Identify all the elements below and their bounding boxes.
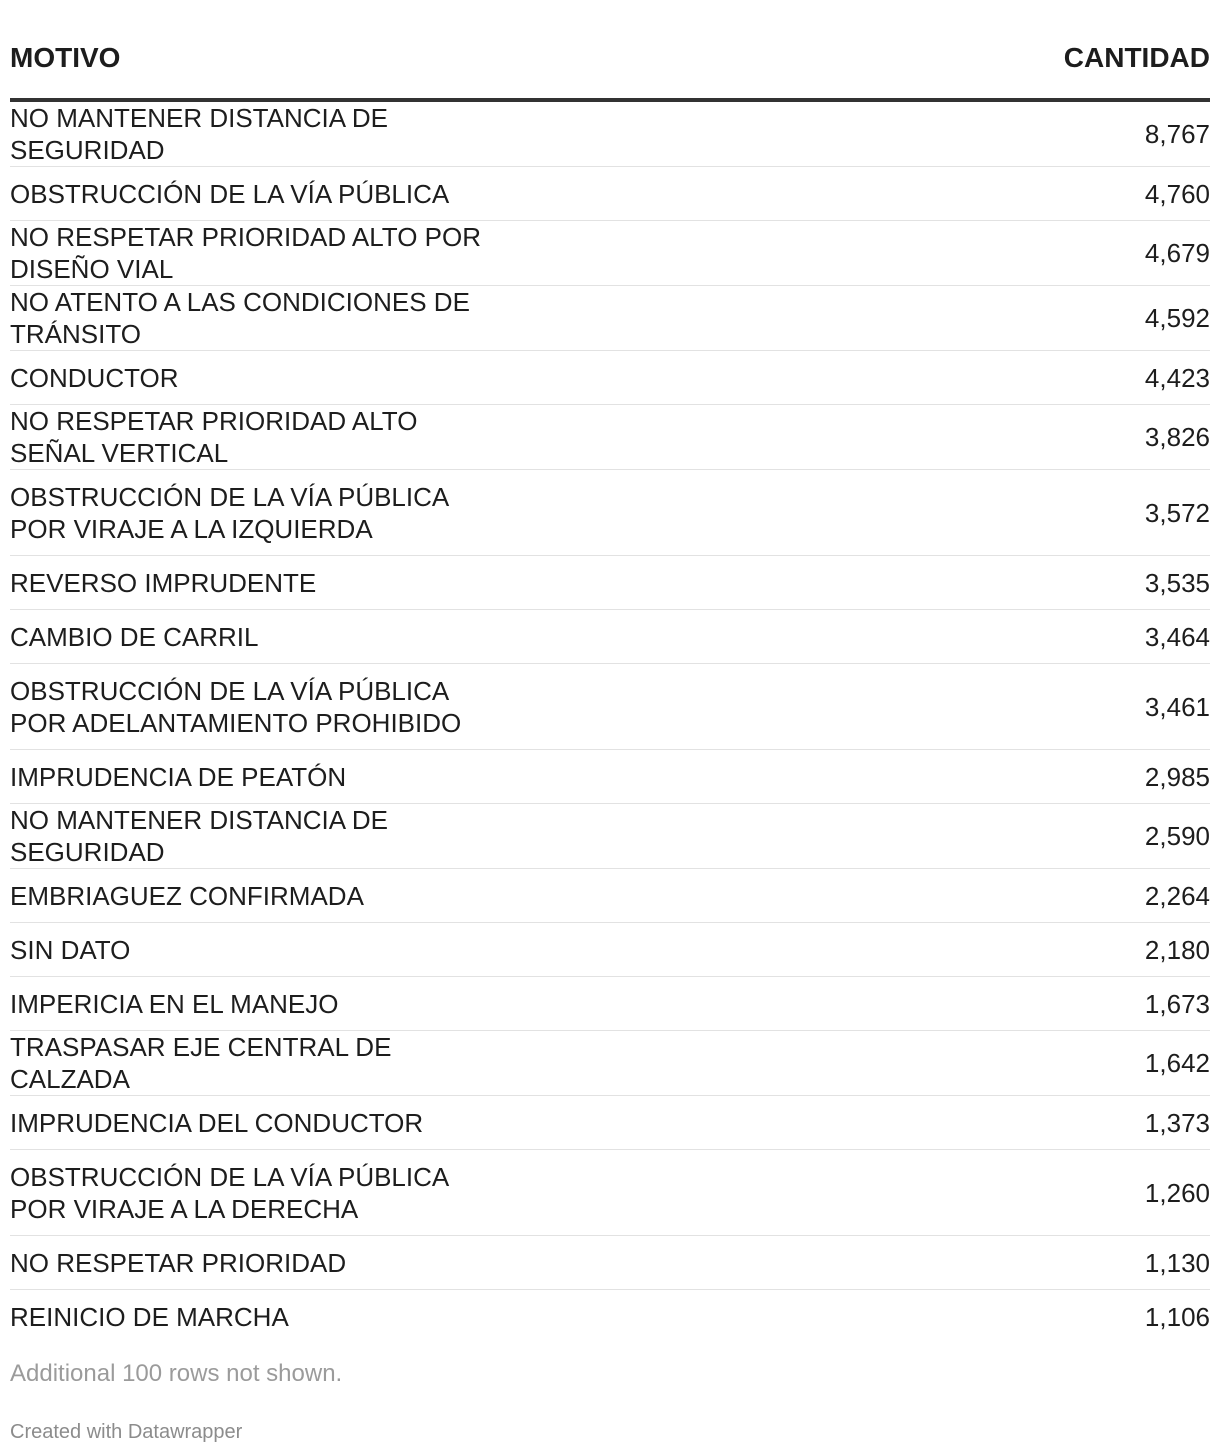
cell-motivo: TRASPASAR EJE CENTRAL DE CALZADA	[10, 1031, 1010, 1096]
cell-motivo: NO RESPETAR PRIORIDAD ALTO POR DISEÑO VIAL	[10, 221, 1010, 286]
cell-cantidad: 2,590	[1010, 804, 1210, 869]
column-header-cantidad[interactable]: CANTIDAD	[1010, 42, 1210, 100]
cell-motivo: EMBRIAGUEZ CONFIRMADA	[10, 869, 1010, 923]
cell-motivo: IMPERICIA EN EL MANEJO	[10, 977, 1010, 1031]
cell-cantidad: 3,826	[1010, 405, 1210, 470]
cell-motivo: NO ATENTO A LAS CONDICIONES DE TRÁNSITO	[10, 286, 1010, 351]
cell-cantidad: 4,423	[1010, 351, 1210, 405]
cell-cantidad: 1,373	[1010, 1096, 1210, 1150]
cell-cantidad: 1,673	[1010, 977, 1210, 1031]
table-row	[10, 804, 1210, 869]
cell-cantidad: 2,180	[1010, 923, 1210, 977]
table-row	[10, 869, 1210, 923]
table-row	[10, 1031, 1210, 1096]
table-row	[10, 405, 1210, 470]
table-row	[10, 167, 1210, 221]
table-row	[10, 1096, 1210, 1150]
cell-cantidad: 1,130	[1010, 1236, 1210, 1290]
cell-motivo: NO RESPETAR PRIORIDAD ALTO SEÑAL VERTICAL	[10, 405, 1010, 470]
table-body	[10, 100, 1210, 1344]
cell-motivo: CONDUCTOR	[10, 351, 1010, 405]
cell-motivo: SIN DATO	[10, 923, 1010, 977]
cell-cantidad: 2,264	[1010, 869, 1210, 923]
cell-cantidad: 4,592	[1010, 286, 1210, 351]
cell-motivo: IMPRUDENCIA DEL CONDUCTOR	[10, 1096, 1010, 1150]
table-row	[10, 100, 1210, 167]
cell-motivo: OBSTRUCCIÓN DE LA VÍA PÚBLICA	[10, 167, 1010, 221]
table-row	[10, 1290, 1210, 1344]
table-row	[10, 923, 1210, 977]
table-row	[10, 1150, 1210, 1236]
header-row	[10, 42, 1210, 100]
table-row	[10, 977, 1210, 1031]
cell-motivo: OBSTRUCCIÓN DE LA VÍA PÚBLICA POR VIRAJE A LA IZQUIERDA	[10, 470, 1010, 556]
cell-cantidad: 3,461	[1010, 664, 1210, 750]
cell-motivo: NO RESPETAR PRIORIDAD	[10, 1236, 1010, 1290]
table-row	[10, 470, 1210, 556]
cell-motivo: REINICIO DE MARCHA	[10, 1301, 289, 1332]
table-row	[10, 556, 1210, 610]
cell-cantidad: 3,535	[1010, 556, 1210, 610]
motivos-table	[10, 42, 1210, 1344]
table-row	[10, 221, 1210, 286]
table-row	[10, 1236, 1210, 1290]
table-row	[10, 351, 1210, 405]
additional-rows-note: Additional 100 rows not shown.	[10, 1359, 343, 1387]
cell-cantidad: 4,679	[1010, 221, 1210, 286]
column-header-motivo[interactable]: MOTIVO	[10, 42, 1010, 100]
cell-cantidad: 1,106	[1144, 1301, 1210, 1332]
cell-cantidad: 8,767	[1010, 100, 1210, 167]
table-row	[10, 750, 1210, 804]
cell-cantidad: 3,464	[1010, 610, 1210, 664]
cell-motivo: OBSTRUCCIÓN DE LA VÍA PÚBLICA POR VIRAJE A LA DERECHA	[10, 1150, 1010, 1236]
table-row	[10, 286, 1210, 351]
datawrapper-table	[10, 0, 1210, 1444]
cell-motivo: REVERSO IMPRUDENTE	[10, 556, 1010, 610]
table-row	[10, 610, 1210, 664]
cell-motivo: OBSTRUCCIÓN DE LA VÍA PÚBLICA POR ADELANTAMIENTO PROHIBIDO	[10, 664, 1010, 750]
cell-motivo: IMPRUDENCIA DE PEATÓN	[10, 750, 1010, 804]
cell-cantidad: 1,260	[1010, 1150, 1210, 1236]
table-row	[10, 664, 1210, 750]
cell-cantidad: 1,642	[1010, 1031, 1210, 1096]
cell-cantidad: 4,760	[1010, 167, 1210, 221]
cell-motivo: NO MANTENER DISTANCIA DE SEGURIDAD	[10, 100, 1010, 167]
cell-motivo: CAMBIO DE CARRIL	[10, 610, 1010, 664]
table-header	[10, 42, 1210, 100]
cell-cantidad: 3,572	[1010, 470, 1210, 556]
datawrapper-credit[interactable]: Created with Datawrapper	[10, 1420, 243, 1443]
cell-motivo: NO MANTENER DISTANCIA DE SEGURIDAD	[10, 804, 1010, 869]
cell-cantidad: 2,985	[1010, 750, 1210, 804]
